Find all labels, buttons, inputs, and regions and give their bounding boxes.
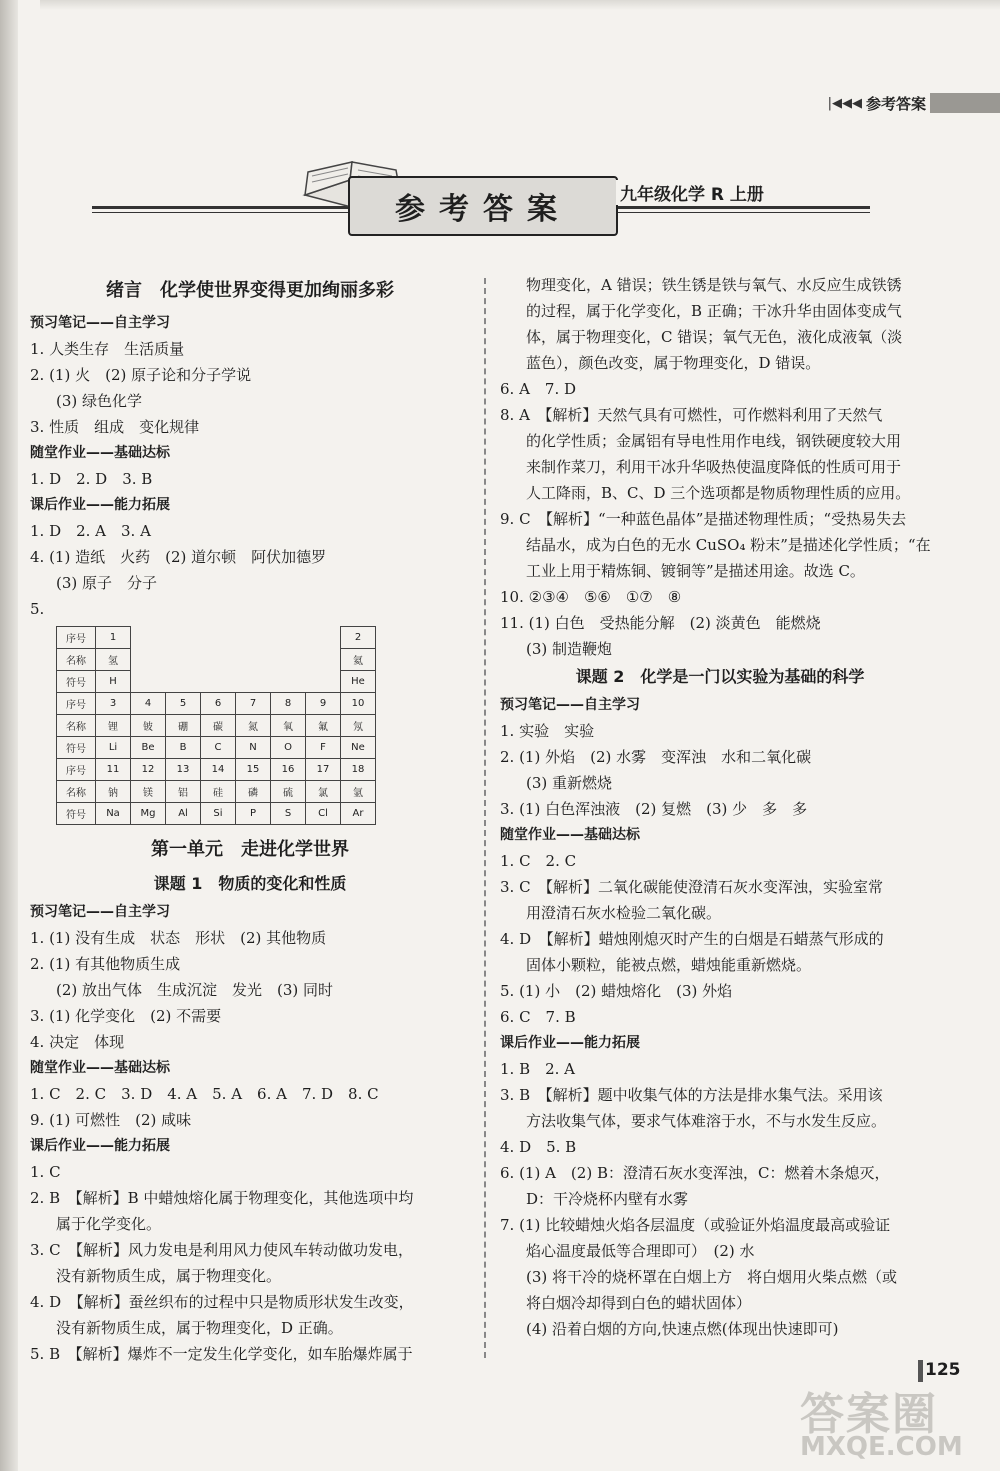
table-row <box>57 803 376 825</box>
row-header-cell: 序号 <box>57 759 96 781</box>
section-heading: 课后作业——能力拓展 <box>500 1035 640 1051</box>
table-cell: 氮 <box>236 715 271 737</box>
table-cell: 铝 <box>166 781 201 803</box>
answer-line-continued: 蓝色），颜色改变，属于物理变化，D 错误。 <box>526 354 821 372</box>
page-number: 125 <box>925 1360 961 1380</box>
answer-line: 6. A 7. D <box>500 380 577 398</box>
empty-cell <box>201 649 236 671</box>
table-cell: 硫 <box>271 781 306 803</box>
lesson-title: 课题 1 物质的变化和性质 <box>153 874 347 893</box>
answer-line: 9. (1) 可燃性 (2) 咸味 <box>30 1111 192 1129</box>
answer-line: 4. (1) 造纸 火药 (2) 道尔顿 阿伏加德罗 <box>30 548 327 566</box>
answer-line-continued: 的化学性质；金属铝有导电性用作电线，钢铁硬度较大用 <box>526 432 902 450</box>
empty-cell <box>131 649 166 671</box>
answer-line: 1. B 2. A <box>500 1060 576 1078</box>
table-cell: N <box>236 737 271 759</box>
table-cell: 氖 <box>341 715 376 737</box>
section-heading: 随堂作业——基础达标 <box>30 445 170 461</box>
answer-line-continued: 来制作菜刀，利用干冰升华吸热使温度降低的性质可用于 <box>526 458 902 476</box>
answer-line-continued: 属于化学变化。 <box>56 1215 162 1233</box>
answer-line: 3. B 【解析】题中收集气体的方法是排水集气法。采用该 <box>500 1086 883 1104</box>
answer-line: 5. <box>30 600 45 618</box>
answer-line: 2. (1) 有其他物质生成 <box>30 955 181 973</box>
right-lines <box>500 272 940 1342</box>
table-cell: 氦 <box>341 649 376 671</box>
table-cell: 1 <box>96 627 131 649</box>
left-lines-a <box>30 272 470 622</box>
table-cell: Cl <box>306 803 341 825</box>
answer-line: 6. C 7. B <box>500 1008 576 1026</box>
table-cell: O <box>271 737 306 759</box>
row-header-cell: 符号 <box>57 803 96 825</box>
table-row <box>57 781 376 803</box>
table-row <box>57 671 376 693</box>
answer-line: 1. (1) 没有生成 状态 形状 (2) 其他物质 <box>30 929 327 947</box>
table-cell: H <box>96 671 131 693</box>
running-header <box>828 92 1000 114</box>
arrow-icon: |◀◀◀ <box>827 95 862 111</box>
table-cell: 铍 <box>131 715 166 737</box>
periodic-table <box>56 626 376 825</box>
answer-line: 11. (1) 白色 受热能分解 (2) 淡黄色 能燃烧 <box>500 614 821 632</box>
answer-line: 4. D 【解析】蜡烛刚熄灭时产生的白烟是石蜡蒸气形成的 <box>500 930 884 948</box>
table-cell: 2 <box>341 627 376 649</box>
watermark-logo: 答案圈 <box>800 1389 938 1440</box>
answer-line-continued: (3) 重新燃烧 <box>526 774 613 792</box>
answer-line: 3. (1) 化学变化 (2) 不需要 <box>30 1007 222 1025</box>
table-cell: 硅 <box>201 781 236 803</box>
empty-cell <box>306 627 341 649</box>
table-cell: 氟 <box>306 715 341 737</box>
answer-line: 1. C 2. C 3. D 4. A 5. A 6. A 7. D 8. C <box>30 1085 379 1103</box>
book-spine-shadow <box>0 0 18 1471</box>
answer-line: 2. (1) 火 (2) 原子论和分子学说 <box>30 366 252 384</box>
empty-cell <box>166 627 201 649</box>
empty-cell <box>236 649 271 671</box>
table-cell: 10 <box>341 693 376 715</box>
answer-line-continued: 结晶水，成为白色的无水 CuSO₄ 粉末”是描述化学性质；“在 <box>526 536 931 554</box>
empty-cell <box>271 649 306 671</box>
answer-line: 4. 决定 体现 <box>30 1033 125 1051</box>
answer-line: 8. A 【解析】天然气具有可燃性，可作燃料利用了天然气 <box>500 406 883 424</box>
answer-line: 1. C 2. C <box>500 852 577 870</box>
table-cell: Ne <box>341 737 376 759</box>
row-header-cell: 名称 <box>57 781 96 803</box>
section-heading: 预习笔记——自主学习 <box>30 315 170 331</box>
empty-cell <box>306 671 341 693</box>
answer-line: 3. C 【解析】二氧化碳能使澄清石灰水变浑浊，实验室常 <box>500 878 884 896</box>
table-cell: Be <box>131 737 166 759</box>
answer-line-continued: (3) 绿色化学 <box>56 392 143 410</box>
empty-cell <box>131 627 166 649</box>
running-header-label: 参考答案 <box>865 94 926 113</box>
table-cell: Li <box>96 737 131 759</box>
empty-cell <box>201 671 236 693</box>
answer-line: 7. (1) 比较蜡烛火焰各层温度（或验证外焰温度最高或验证 <box>500 1216 891 1234</box>
table-cell: 磷 <box>236 781 271 803</box>
right-column <box>500 272 940 1342</box>
answer-line: 10. ②③④ ⑤⑥ ①⑦ ⑧ <box>500 588 682 606</box>
table-row <box>57 759 376 781</box>
answer-line: 4. D 5. B <box>500 1138 577 1156</box>
table-cell: 8 <box>271 693 306 715</box>
table-cell: F <box>306 737 341 759</box>
table-cell: S <box>271 803 306 825</box>
table-cell: C <box>201 737 236 759</box>
answer-line: 5. B 【解析】爆炸不一定发生化学变化，如车胎爆炸属于 <box>30 1345 413 1363</box>
chapter-title: 第一单元 走进化学世界 <box>151 839 349 860</box>
table-cell: 16 <box>271 759 306 781</box>
table-row <box>57 649 376 671</box>
section-heading: 课后作业——能力拓展 <box>30 1138 170 1154</box>
table-cell: 钠 <box>96 781 131 803</box>
table-cell: 15 <box>236 759 271 781</box>
answer-line: 5. (1) 小 (2) 蜡烛熔化 (3) 外焰 <box>500 982 733 1000</box>
row-header-cell: 序号 <box>57 627 96 649</box>
answer-line: 1. 实验 实验 <box>500 722 595 740</box>
table-cell: 3 <box>96 693 131 715</box>
answer-line-continued: 工业上用于精炼铜、镀铜等”是描述用途。故选 C。 <box>526 562 865 580</box>
grade-subtitle: 九年级化学 R 上册 <box>616 180 768 205</box>
row-header-cell: 名称 <box>57 649 96 671</box>
table-cell: 氧 <box>271 715 306 737</box>
answer-line: 3. C 【解析】风力发电是利用风力使风车转动做功发电， <box>30 1241 414 1259</box>
table-cell: 17 <box>306 759 341 781</box>
table-cell: 硼 <box>166 715 201 737</box>
answer-line: 1. D 2. A 3. A <box>30 522 151 540</box>
table-cell: B <box>166 737 201 759</box>
watermark-url: MXQE.COM <box>800 1432 963 1462</box>
answer-line-continued: 将白烟冷却得到白色的蜡状固体） <box>526 1294 752 1312</box>
answer-line-continued: (4) 沿着白烟的方向,快速点燃(体现出快速即可) <box>526 1320 839 1338</box>
row-header-cell: 符号 <box>57 737 96 759</box>
table-cell: 12 <box>131 759 166 781</box>
top-edge-shadow <box>40 0 1000 10</box>
section-heading: 课后作业——能力拓展 <box>30 497 170 513</box>
left-column <box>30 272 470 1367</box>
empty-cell <box>201 627 236 649</box>
column-divider <box>484 278 486 1358</box>
table-row <box>57 693 376 715</box>
table-cell: 13 <box>166 759 201 781</box>
empty-cell <box>306 649 341 671</box>
answer-line-continued: 焰心温度最低等合理即可） (2) 水 <box>526 1242 755 1260</box>
answer-line: 1. C <box>30 1163 61 1181</box>
answer-line: 1. 人类生存 生活质量 <box>30 340 185 358</box>
table-cell: 4 <box>131 693 166 715</box>
table-cell: 氯 <box>306 781 341 803</box>
answer-line: 6. (1) A (2) B：澄清石灰水变浑浊，C：燃着木条熄灭， <box>500 1164 890 1182</box>
empty-cell <box>271 671 306 693</box>
empty-cell <box>166 649 201 671</box>
section-heading: 预习笔记——自主学习 <box>30 904 170 920</box>
answer-line-continued: 没有新物质生成，属于物理变化，D 正确。 <box>56 1319 343 1337</box>
answer-line: 3. (1) 白色浑浊液 (2) 复燃 (3) 少 多 多 <box>500 800 808 818</box>
table-cell: Ar <box>341 803 376 825</box>
left-lines-b <box>30 831 470 1367</box>
answer-line-continued: (3) 制造鞭炮 <box>526 640 613 658</box>
table-cell: 6 <box>201 693 236 715</box>
row-header-cell: 序号 <box>57 693 96 715</box>
answer-line-continued: 没有新物质生成，属于物理变化。 <box>56 1267 282 1285</box>
table-cell: 11 <box>96 759 131 781</box>
empty-cell <box>271 627 306 649</box>
table-cell: 锂 <box>96 715 131 737</box>
row-header-cell: 名称 <box>57 715 96 737</box>
table-cell: 9 <box>306 693 341 715</box>
empty-cell <box>166 671 201 693</box>
table-cell: 5 <box>166 693 201 715</box>
answer-line: 3. 性质 组成 变化规律 <box>30 418 200 436</box>
table-row <box>57 715 376 737</box>
table-cell: Si <box>201 803 236 825</box>
answer-line-continued: (3) 原子 分子 <box>56 574 158 592</box>
table-cell: 镁 <box>131 781 166 803</box>
section-heading: 预习笔记——自主学习 <box>500 697 640 713</box>
empty-cell <box>131 671 166 693</box>
answer-line-continued: 用澄清石灰水检验二氧化碳。 <box>526 904 722 922</box>
row-header-cell: 符号 <box>57 671 96 693</box>
section-heading: 随堂作业——基础达标 <box>30 1060 170 1076</box>
table-cell: P <box>236 803 271 825</box>
table-cell: Al <box>166 803 201 825</box>
answer-line-continued: 固体小颗粒，能被点燃，蜡烛能重新燃烧。 <box>526 956 812 974</box>
table-cell: He <box>341 671 376 693</box>
answer-line: 4. D 【解析】蚕丝织布的过程中只是物质形状发生改变， <box>30 1293 414 1311</box>
table-cell: 7 <box>236 693 271 715</box>
answer-line: 2. B 【解析】B 中蜡烛熔化属于物理变化，其他选项中均 <box>30 1189 414 1207</box>
table-row <box>57 627 376 649</box>
answer-line: 9. C 【解析】“一种蓝色晶体”是描述物理性质；“受热易失去 <box>500 510 907 528</box>
answer-line-continued: (2) 放出气体 生成沉淀 发光 (3) 同时 <box>56 981 334 999</box>
table-cell: Na <box>96 803 131 825</box>
answer-line-continued: 的过程，属于化学变化，B 正确；干冰升华由固体变成气 <box>526 302 902 320</box>
answer-line-continued: D：干冷烧杯内壁有水雾 <box>526 1190 689 1208</box>
table-cell: 14 <box>201 759 236 781</box>
empty-cell <box>236 671 271 693</box>
section-heading: 随堂作业——基础达标 <box>500 827 640 843</box>
empty-cell <box>236 627 271 649</box>
chapter-title: 绪言 化学使世界变得更加绚丽多彩 <box>106 280 394 301</box>
answer-line-continued: 物理变化，A 错误；铁生锈是铁与氧气、水反应生成铁锈 <box>526 276 902 294</box>
table-cell: 氢 <box>96 649 131 671</box>
answer-line-continued: 方法收集气体，要求气体难溶于水，不与水发生反应。 <box>526 1112 887 1130</box>
answer-line-continued: (3) 将干冷的烧杯罩在白烟上方 将白烟用火柴点燃（或 <box>526 1268 898 1286</box>
answer-line: 2. (1) 外焰 (2) 水雾 变浑浊 水和二氧化碳 <box>500 748 812 766</box>
table-cell: 氩 <box>341 781 376 803</box>
answer-line-continued: 人工降雨，B、C、D 三个选项都是物质物理性质的应用。 <box>526 484 911 502</box>
answer-line: 1. D 2. D 3. B <box>30 470 153 488</box>
header-bar <box>930 93 1000 113</box>
table-cell: Mg <box>131 803 166 825</box>
table-cell: 碳 <box>201 715 236 737</box>
lesson-title: 课题 2 化学是一门以实验为基础的科学 <box>575 667 865 686</box>
table-row <box>57 737 376 759</box>
table-cell: 18 <box>341 759 376 781</box>
page-title: 参考答案 <box>348 176 618 236</box>
answer-line-continued: 体，属于物理变化，C 错误；氧气无色，液化成液氧（淡 <box>526 328 903 346</box>
